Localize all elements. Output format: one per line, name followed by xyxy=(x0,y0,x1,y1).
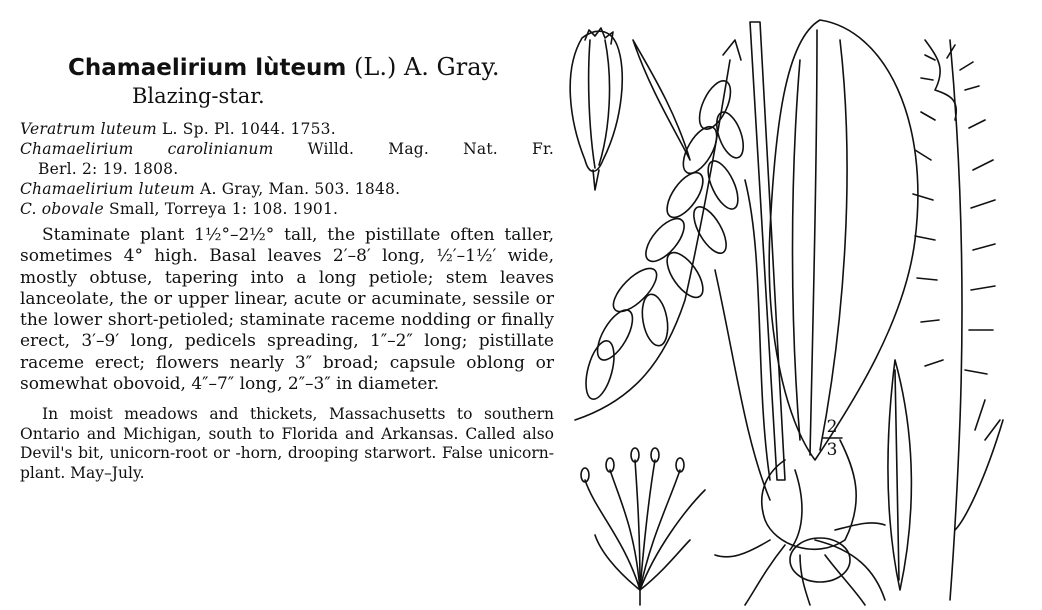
authority: (L.) A. Gray. xyxy=(354,53,500,81)
upper-leaf xyxy=(633,40,690,160)
common-name: Blazing-star. xyxy=(132,84,265,108)
plant-base xyxy=(715,180,885,605)
scientific-name: Chamaelirium lùteum xyxy=(68,55,347,81)
flower-detail xyxy=(581,448,705,605)
synonym-2: Chamaelirium carolinianum Willd. Mag. Nat. Fr. xyxy=(20,140,554,158)
description-paragraph: Staminate plant 1½°–2½° tall, the pistillate often taller, sometimes 4° high. Basal leaves 2′–8′ long, ½′–1½′ wide, mostly obtuse, tapering into a long petiole; stem leaves lanceolate, the or upper linear, acute or acuminate, sessile or the lower short-petioled; staminate raceme nodding or finally erect, 3′–9′ long, pedicels spreading, 1″–2″ long; pistillate raceme erect; flowers nearly 3″ broad; capsule oblong or somewhat obovoid, 4″–7″ long, 2″–3″ in diameter. xyxy=(20,225,554,395)
scale-numerator: 2 xyxy=(826,417,838,437)
capsule-detail xyxy=(570,28,622,190)
synonym-4: C. obovale Small, Torreya 1: 108. 1901. xyxy=(20,200,339,218)
synonym-1: Veratrum luteum L. Sp. Pl. 1044. 1753. xyxy=(20,120,336,138)
staminate-raceme xyxy=(888,40,1003,600)
text-column xyxy=(20,52,554,483)
botanical-illustration xyxy=(555,0,1042,610)
habitat-paragraph: In moist meadows and thickets, Massachusetts to southern Ontario and Michigan, south to Florida and Arkansas. Called also Devil's bit, unicorn-root or -horn, drooping starwort. False unicorn-plant. May–July. xyxy=(20,405,554,482)
synonym-2-continuation: Berl. 2: 19. 1808. xyxy=(38,160,179,178)
scale-denominator: 3 xyxy=(826,440,838,460)
synonym-3: Chamaelirium luteum A. Gray, Man. 503. 1848. xyxy=(20,180,401,198)
species-title xyxy=(68,52,554,83)
fruiting-raceme xyxy=(575,40,749,420)
